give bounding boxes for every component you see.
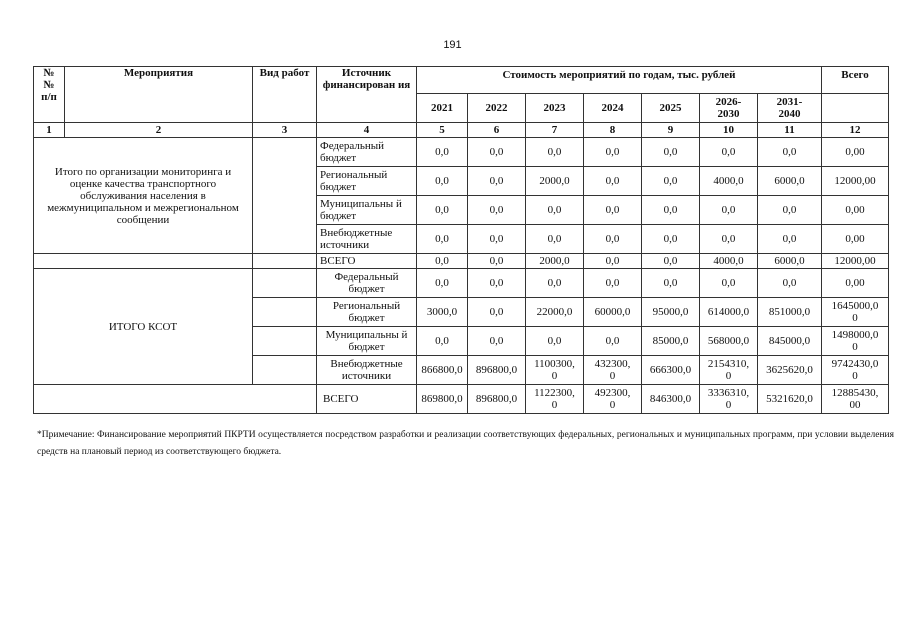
year-2025: 2025	[642, 94, 700, 123]
col-number: 3	[253, 123, 317, 138]
group2-work-type	[253, 327, 317, 356]
value-cell: 0,0	[468, 269, 526, 298]
value-cell: 0,0	[700, 138, 758, 167]
value-cell: 0,0	[758, 138, 822, 167]
value-cell: 60000,0	[584, 298, 642, 327]
value-cell: 0,0	[584, 167, 642, 196]
value-cell: 0,0	[417, 225, 468, 254]
year-2024: 2024	[584, 94, 642, 123]
value-cell: 2000,0	[526, 167, 584, 196]
source-cell: Федеральный бюджет	[317, 269, 417, 298]
value-cell: 846300,0	[642, 385, 700, 414]
footnote: *Примечание: Финансирование мероприятий ПКРТИ осуществляется посредством разработки и реализации соответствующих федеральных, региональных и муниципальных программ, при условии выделения средств на плановый период из соответствующего бюджета.	[37, 430, 894, 457]
value-cell: 866800,0	[417, 356, 468, 385]
value-cell: 0,0	[700, 269, 758, 298]
value-cell: 3000,0	[417, 298, 468, 327]
value-cell: 0,0	[584, 327, 642, 356]
col-number: 9	[642, 123, 700, 138]
value-cell: 0,0	[700, 196, 758, 225]
value-cell: 6000,0	[758, 254, 822, 269]
value-cell: 0,0	[642, 225, 700, 254]
value-cell: 666300,0	[642, 356, 700, 385]
value-cell: 0,0	[700, 225, 758, 254]
value-cell: 12000,00	[822, 254, 889, 269]
value-cell: 0,0	[584, 269, 642, 298]
value-cell: 0,0	[468, 327, 526, 356]
col-number: 10	[700, 123, 758, 138]
value-cell: 0,0	[468, 167, 526, 196]
group2-title: ИТОГО КСОТ	[34, 269, 253, 385]
value-cell: 4000,0	[700, 167, 758, 196]
value-cell: 12000,00	[822, 167, 889, 196]
year-2022: 2022	[468, 94, 526, 123]
value-cell: 568000,0	[700, 327, 758, 356]
value-cell: 0,0	[417, 327, 468, 356]
value-cell: 0,0	[758, 269, 822, 298]
value-cell: 492300, 0	[584, 385, 642, 414]
value-cell: 0,00	[822, 225, 889, 254]
value-cell: 4000,0	[700, 254, 758, 269]
value-cell: 2154310, 0	[700, 356, 758, 385]
value-cell: 0,0	[526, 225, 584, 254]
group1-title-tail	[34, 254, 253, 269]
header-source: Источник финансирован ия	[317, 67, 417, 123]
table-row	[34, 269, 889, 298]
source-cell: Внебюджетные источники	[317, 356, 417, 385]
value-cell: 0,0	[417, 138, 468, 167]
source-cell: ВСЕГО	[317, 254, 417, 269]
year-2023: 2023	[526, 94, 584, 123]
value-cell: 0,00	[822, 138, 889, 167]
value-cell: 0,00	[822, 269, 889, 298]
source-cell: Федеральный бюджет	[317, 138, 417, 167]
value-cell: 9742430,0 0	[822, 356, 889, 385]
source-cell: Региональный бюджет	[317, 298, 417, 327]
group1-work-type-tail	[253, 254, 317, 269]
value-cell: 0,0	[468, 254, 526, 269]
value-cell: 0,0	[584, 254, 642, 269]
group1-title: Итого по организации мониторинга и оценке качества транспортного обслуживания населения в межмуниципальном и межрегиональном сообщении	[34, 138, 253, 254]
value-cell: 0,0	[758, 196, 822, 225]
value-cell: 95000,0	[642, 298, 700, 327]
source-cell: Внебюджетные источники	[317, 225, 417, 254]
value-cell: 0,0	[642, 138, 700, 167]
value-cell: 614000,0	[700, 298, 758, 327]
header-total-empty	[822, 94, 889, 123]
source-cell: Муниципальны й бюджет	[317, 196, 417, 225]
col-number: 11	[758, 123, 822, 138]
year-2021: 2021	[417, 94, 468, 123]
value-cell: 0,0	[642, 254, 700, 269]
col-number: 7	[526, 123, 584, 138]
value-cell: 0,0	[468, 225, 526, 254]
source-cell: Региональный бюджет	[317, 167, 417, 196]
col-number: 1	[34, 123, 65, 138]
value-cell: 22000,0	[526, 298, 584, 327]
value-cell: 1122300, 0	[526, 385, 584, 414]
value-cell: 3336310, 0	[700, 385, 758, 414]
value-cell: 5321620,0	[758, 385, 822, 414]
header-work-type: Вид работ	[253, 67, 317, 123]
value-cell: 0,0	[758, 225, 822, 254]
value-cell: 0,0	[526, 269, 584, 298]
value-cell: 0,0	[584, 138, 642, 167]
header-activities: Мероприятия	[65, 67, 253, 123]
col-number: 2	[65, 123, 253, 138]
table-row	[34, 385, 889, 414]
header-num: № № п/п	[34, 67, 65, 123]
value-cell: 85000,0	[642, 327, 700, 356]
value-cell: 851000,0	[758, 298, 822, 327]
page-number: 191	[443, 39, 462, 51]
value-cell: 0,0	[526, 327, 584, 356]
value-cell: 2000,0	[526, 254, 584, 269]
value-cell: 0,0	[417, 254, 468, 269]
value-cell: 0,0	[642, 196, 700, 225]
col-number: 4	[317, 123, 417, 138]
value-cell: 896800,0	[468, 385, 526, 414]
value-cell: 0,0	[526, 138, 584, 167]
value-cell: 6000,0	[758, 167, 822, 196]
header-total: Всего	[822, 67, 889, 94]
value-cell: 0,0	[642, 167, 700, 196]
value-cell: 0,0	[468, 138, 526, 167]
value-cell: 12885430, 00	[822, 385, 889, 414]
value-cell: 1498000,0 0	[822, 327, 889, 356]
value-cell: 1100300, 0	[526, 356, 584, 385]
group1-work-type	[253, 138, 317, 254]
value-cell: 0,0	[417, 196, 468, 225]
group2-work-type	[253, 269, 317, 298]
funding-table	[33, 66, 889, 414]
value-cell: 0,0	[417, 167, 468, 196]
value-cell: 0,00	[822, 196, 889, 225]
value-cell: 869800,0	[417, 385, 468, 414]
value-cell: 0,0	[642, 269, 700, 298]
value-cell: 0,0	[417, 269, 468, 298]
value-cell: 3625620,0	[758, 356, 822, 385]
group2-work-type	[253, 356, 317, 385]
col-number: 12	[822, 123, 889, 138]
col-number: 6	[468, 123, 526, 138]
value-cell: 432300, 0	[584, 356, 642, 385]
value-cell: 1645000,0 0	[822, 298, 889, 327]
value-cell: 0,0	[584, 225, 642, 254]
col-number: 5	[417, 123, 468, 138]
source-cell: Муниципальны й бюджет	[317, 327, 417, 356]
group2-work-type	[253, 298, 317, 327]
col-number: 8	[584, 123, 642, 138]
table-row	[34, 138, 889, 167]
group2-total-empty	[34, 385, 317, 414]
year-2031-2040: 2031- 2040	[758, 94, 822, 123]
header-cost-by-year: Стоимость мероприятий по годам, тыс. рублей	[417, 67, 822, 94]
table-row	[34, 254, 889, 269]
value-cell: 0,0	[468, 298, 526, 327]
year-2026-2030: 2026- 2030	[700, 94, 758, 123]
value-cell: 896800,0	[468, 356, 526, 385]
value-cell: 0,0	[468, 196, 526, 225]
value-cell: 0,0	[526, 196, 584, 225]
value-cell: 0,0	[584, 196, 642, 225]
value-cell: 845000,0	[758, 327, 822, 356]
source-cell: ВСЕГО	[317, 385, 417, 414]
